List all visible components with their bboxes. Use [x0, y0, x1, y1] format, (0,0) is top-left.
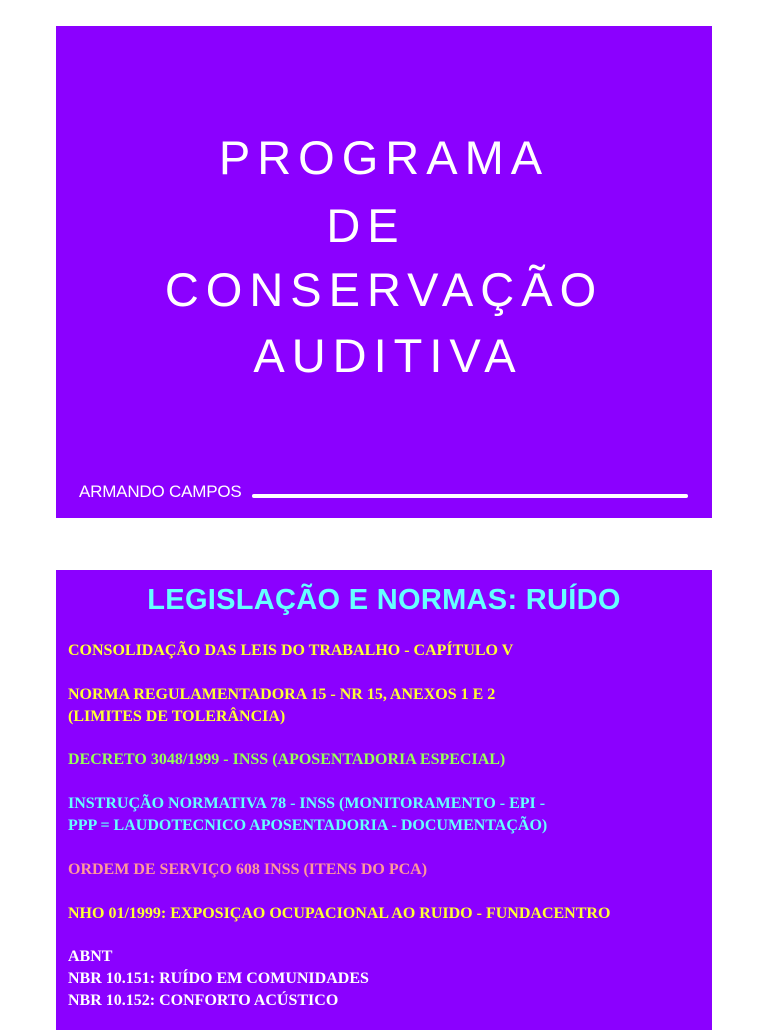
list-item-instrucao	[68, 793, 547, 837]
list-item-abnt	[68, 946, 369, 1012]
item-line: NBR 10.151: RUÍDO EM COMUNIDADES	[68, 970, 369, 987]
list-item-nho	[68, 903, 610, 925]
author-underline	[252, 494, 688, 498]
list-item-ordem	[68, 859, 427, 881]
list-item-clt	[68, 640, 513, 662]
legislation-slide	[56, 570, 712, 1030]
title-line-3: CONSERVAÇÃO	[164, 263, 604, 316]
item-line: NHO 01/1999: EXPOSIÇAO OCUPACIONAL AO RUIDO - FUNDACENTRO	[68, 905, 611, 922]
item-line: (LIMITES DE TOLERÂNCIA)	[68, 708, 286, 725]
item-line: PPP = LAUDOTECNICO APOSENTADORIA - DOCUMENTAÇÃO)	[68, 817, 548, 834]
item-line: INSTRUÇÃO NORMATIVA 78 - INSS (MONITORAMENTO - EPI -	[68, 795, 546, 812]
title-line-1: PROGRAMA	[218, 131, 550, 184]
item-line: NBR 10.152: CONFORTO ACÚSTICO	[68, 992, 339, 1009]
title-line-4: AUDITIVA	[253, 329, 523, 382]
slide-heading: LEGISLAÇÃO E NORMAS: RUÍDO	[147, 584, 621, 616]
item-line: CONSOLIDAÇÃO DAS LEIS DO TRABALHO - CAPÍTULO V	[68, 642, 514, 659]
item-line: DECRETO 3048/1999 - INSS (APOSENTADORIA ESPECIAL)	[68, 751, 506, 768]
title-slide	[56, 26, 712, 518]
list-item-nr15	[68, 684, 495, 728]
item-line: ORDEM DE SERVIÇO 608 INSS (ITENS DO PCA)	[68, 861, 428, 878]
author-name: ARMANDO CAMPOS	[79, 482, 242, 501]
item-line: ABNT	[68, 948, 113, 965]
title-line-2: DE	[326, 199, 406, 252]
item-line: NORMA REGULAMENTADORA 15 - NR 15, ANEXOS 1 E 2	[68, 686, 496, 703]
list-item-decreto	[68, 749, 505, 771]
